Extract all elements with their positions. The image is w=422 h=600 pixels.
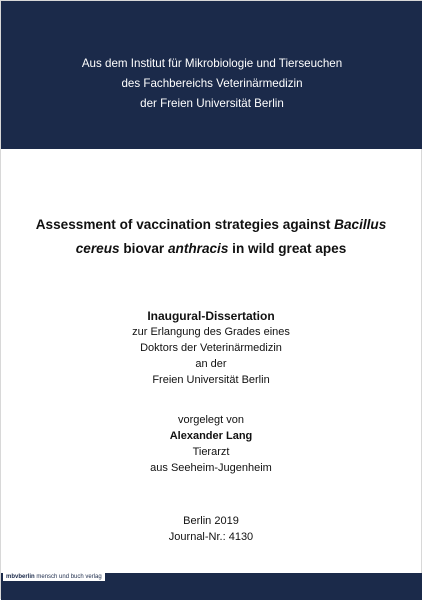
author-block — [1, 412, 421, 476]
institute-header-band — [1, 1, 422, 149]
institute-line: der Freien Universität Berlin — [140, 97, 284, 110]
title-line-1 — [21, 213, 401, 237]
dissertation-line: Freien Universität Berlin — [152, 374, 270, 386]
title-text: Assessment of vaccination strategies against — [35, 217, 335, 232]
publisher-footer-band — [1, 573, 422, 600]
author-origin: aus Seeheim-Jugenheim — [150, 462, 272, 474]
presented-by: vorgelegt von — [177, 414, 245, 426]
title-genus: Bacillus — [334, 217, 387, 232]
title-species: cereus — [75, 241, 120, 256]
title-text: biovar — [119, 241, 168, 256]
institute-line: des Fachbereichs Veterinärmedizin — [121, 77, 303, 90]
publisher-logo — [3, 573, 105, 581]
title-text: in wild great apes — [228, 241, 347, 256]
author-profession: Tierarzt — [192, 446, 230, 458]
dissertation-line: zur Erlangung des Grades eines — [132, 326, 290, 338]
dissertation-line: an der — [195, 358, 227, 370]
title-biovar: anthracis — [167, 241, 229, 256]
author-name: Alexander Lang — [169, 430, 253, 442]
institute-line: Aus dem Institut für Mikrobiologie und Tierseuchen — [81, 57, 343, 70]
dissertation-block — [1, 308, 421, 388]
dissertation-line: Doktors der Veterinärmedizin — [140, 342, 282, 354]
publication-block — [1, 513, 421, 545]
publisher-name: mensch und buch verlag — [36, 574, 102, 580]
dissertation-heading: Inaugural-Dissertation — [147, 309, 275, 323]
title-line-2 — [21, 237, 401, 261]
journal-number: Journal-Nr.: 4130 — [168, 531, 254, 543]
thesis-title — [21, 213, 401, 261]
institute-lines — [1, 54, 422, 114]
publisher-brand: mbvberlin — [6, 574, 35, 580]
place-year: Berlin 2019 — [183, 515, 239, 527]
